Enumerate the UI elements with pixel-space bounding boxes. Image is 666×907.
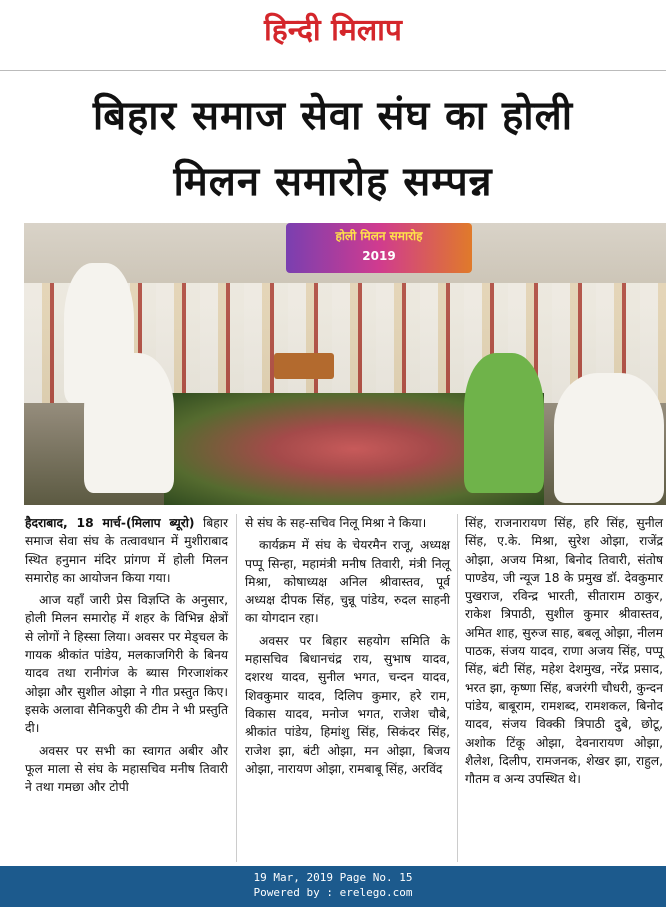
banner-text: होली मिलन समारोह (335, 229, 423, 243)
article-column-1 (25, 514, 228, 800)
headline-line-2: मिलन समारोह सम्पन्न (173, 159, 493, 205)
person-shape (554, 373, 664, 503)
paragraph: अवसर पर सभी का स्वागत अबीर और फूल माला से संघ के महासचिव मनीष तिवारी ने तथा गमछा और टोपी (25, 743, 228, 795)
masthead (0, 0, 666, 71)
dateline: हैदराबाद, 18 मार्च-(मिलाप ब्यूरो) (25, 516, 195, 530)
event-photo (24, 223, 666, 505)
paragraph (25, 514, 228, 587)
paragraph: सिंह, राजनारायण सिंह, हरि सिंह, सुनील सिंह, ए.के. मिश्रा, सुरेश ओझा, राजेंद्र ओझा, अजय मिश्रा, बिनोद तिवारी, संतोष पाण्डेय, जी न्यूज 18 के प्रमुख डॉ. देवकुमार पुखराज, रविन्द्र भारती, सीताराम ठाकुर, राकेश त्रिपाठी, सुशील कुमार श्रीवास्तव, अमित शाह, सुरुज साह, बबलू ओझा, नीलम पाठक, संजय यादव, राणा अजय सिंह, पप्पू सिंह, बंटी सिंह, महेश देशमुख, नरेंद्र प्रसाद, भरत झा, कृष्णा सिंह, बजरंगी चौधरी, कुन्दन पांडेय, बाबूराम, रामशब्द, रामशकल, बिनोद यादव, संजय विक्की त्रिपाठी दुबे, छोटू, अशोक टिंकू ओझा, देवनारायण ओझा, शैलेश, दिलीप, रामजनक, शेखर झा, राहुल, गौतम व अन्य उपस्थित थे। (465, 516, 663, 787)
headline-line-1: बिहार समाज सेवा संघ का होली (92, 93, 574, 139)
harmonium-shape (274, 353, 334, 379)
page-footer (0, 866, 666, 907)
paragraph: आज यहाँ जारी प्रेस विज्ञप्ति के अनुसार, होली मिलन समारोह में शहर के विभिन्न क्षेत्रों से लोगों ने हिस्सा लिया। अवसर पर मेड्चल के गायक श्रीकांत पांडेय, मलकाजगिरी के बिनय यादव तथा रानीगंज के ब्यास गिरजाशंकर ओझा और सुशील ओझा ने गीत प्रस्तुत किए। इसके अलावा सैनिकपुरी की टीम ने भी प्रस्तुति दी। (25, 593, 228, 736)
newspaper-title: हिन्दी मिलाप (264, 13, 402, 48)
article-column-2 (245, 514, 450, 782)
paragraph: अवसर पर बिहार सहयोग समिति के महासचिव बिधानचंद्र राय, सुभाष यादव, दशरथ यादव, सुनील भगत, चन्दन यादव, शिवकुमार यादव, दिलिप कुमार, हरे राम, विकास यादव, मनोज भगत, राजेश चौबे, श्रीकांत पांडेय, हिमांशु सिंह, सिकंदर सिंह, राजेश झा, बंटी ओझा, मन ओझा, बिजय ओझा, नारायण ओझा, रामबाबू सिंह, अरविंद (245, 633, 450, 776)
powered-by-credit: Powered by : erelego.com (253, 886, 413, 899)
person-shape (84, 353, 174, 493)
banner-year: 2019 (362, 249, 396, 263)
stage-banner (286, 223, 472, 273)
paragraph: से संघ के सह-सचिव निलू मिश्रा ने किया। (245, 516, 427, 530)
person-shape (464, 353, 544, 493)
paragraph-text: बिहार समाज सेवा संघ के तत्वावधान में मुशीराबाद स्थित हनुमान मंदिर प्रांगण में होली मिलन समारोह का आयोजन किया गया। (25, 516, 228, 585)
edition-date-page: 19 Mar, 2019 Page No. 15 (253, 871, 413, 884)
paragraph: कार्यक्रम में संघ के चेयरमैन राजू, अध्यक्ष पप्पू सिन्हा, महामंत्री मनीष तिवारी, मंत्री निलू मिश्रा, कोषाध्यक्ष अनिल श्रीवास्तव, पूर्व अध्यक्ष दीपक सिंह, चुन्नू पांडेय, रुदल साहनी का योगदान रहा। (245, 538, 450, 626)
article-body (0, 514, 666, 864)
article-column-3 (465, 514, 663, 792)
